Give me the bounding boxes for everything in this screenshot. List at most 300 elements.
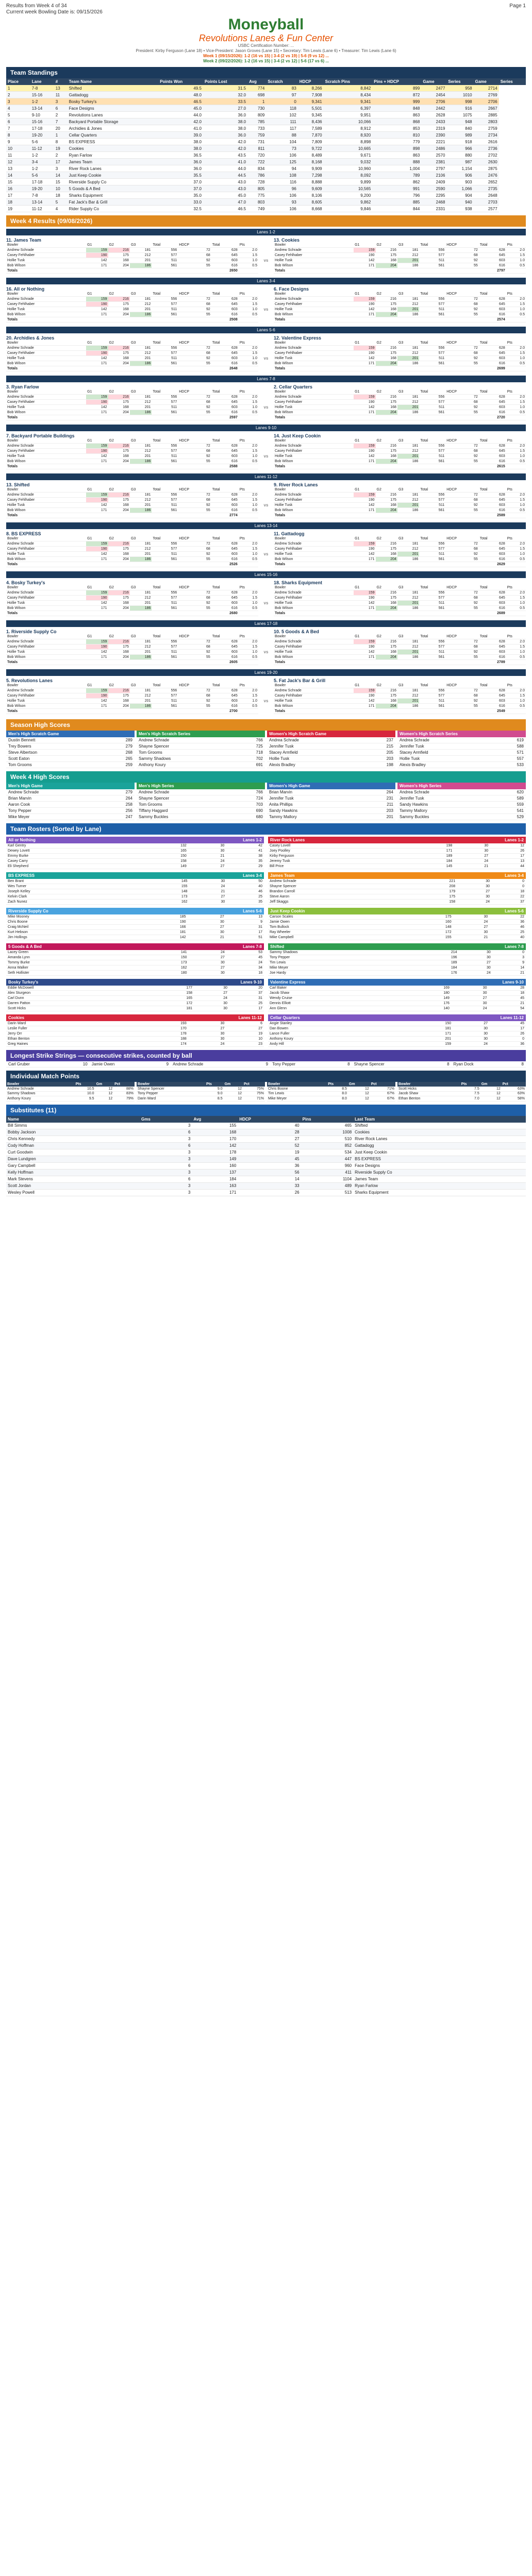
bowler-cell: 603 <box>479 356 506 361</box>
roster-cell: Ben Brant <box>6 879 141 884</box>
individual-table <box>397 1082 526 1101</box>
bowler-cell: 212 <box>397 400 419 405</box>
bowler-cell: 142 <box>354 601 375 606</box>
match-team-name: 7. Backyard Portable Buildings <box>6 433 75 438</box>
bowler-cell: 556 <box>152 639 178 645</box>
roster-cell: 175 <box>412 894 457 900</box>
vs-label: vs <box>263 601 269 605</box>
bowler-cell: 55 <box>178 410 211 415</box>
bowler-cell: 159 <box>354 639 375 645</box>
roster-cell: 181 <box>406 1026 453 1031</box>
standings-cell: 848 <box>372 105 421 112</box>
roster-row <box>268 1037 526 1042</box>
bowler-cell: Andrew Schrade <box>274 590 354 596</box>
standings-row <box>6 179 526 185</box>
bowler-cell: 168 <box>108 307 130 312</box>
subs-row <box>6 1169 526 1176</box>
bowler-row <box>274 312 526 317</box>
bowler-cell: 616 <box>211 361 239 366</box>
subs-section <box>6 1105 526 1196</box>
totals-blank <box>130 317 152 323</box>
page-title: Moneyball <box>228 16 304 33</box>
score-value: 198 <box>364 762 395 768</box>
score-name: Jennifer Tusk <box>397 795 494 802</box>
team-total: 2720 <box>479 415 506 420</box>
standings-cell: 36.0 <box>158 165 203 172</box>
match-col-header: Total <box>152 585 178 590</box>
bowler-cell: 1.0 <box>506 258 526 263</box>
subs-cell: Bill Simms <box>6 1123 140 1129</box>
roster-team-name: James Team <box>270 873 295 878</box>
bowler-cell: 628 <box>479 346 506 351</box>
bowler-cell: 201 <box>130 650 152 655</box>
totals-blank <box>354 611 375 616</box>
bowler-cell: 616 <box>479 508 506 513</box>
bowler-cell: 201 <box>397 454 419 459</box>
bowler-cell: 2.0 <box>506 444 526 449</box>
score-value: 265 <box>103 756 135 762</box>
individual-columns <box>6 1082 526 1101</box>
subs-cell: 3 <box>140 1123 192 1129</box>
bowler-row <box>274 645 526 650</box>
roster-cell: Mike Campbell <box>268 935 406 940</box>
bowler-cell: 171 <box>86 508 108 513</box>
subs-cell: Mark Stevens <box>6 1176 140 1182</box>
individual-col-header: Gm <box>480 1082 502 1087</box>
standings-cell: 9,345 <box>298 112 324 118</box>
bowler-cell: 175 <box>376 253 397 258</box>
score-name: Andrew Schrade <box>137 737 235 743</box>
bowler-cell: 168 <box>108 503 130 508</box>
bowler-cell: 603 <box>479 699 506 704</box>
roster-row <box>6 849 264 854</box>
totals-blank <box>152 709 178 714</box>
bowler-cell: 201 <box>397 307 419 312</box>
subs-col-header: HDCP <box>238 1116 301 1123</box>
lane-bar: Lanes 17-18 <box>6 620 526 627</box>
bowler-cell: Hollie Tusk <box>6 699 86 704</box>
bowler-cell: 1.5 <box>239 302 258 307</box>
bowler-row <box>274 693 526 699</box>
roster-cell: 25 <box>229 1001 264 1006</box>
standings-cell: 2331 <box>421 206 446 212</box>
bowler-cell: 181 <box>130 297 152 302</box>
match-team-table <box>6 389 258 420</box>
score-value: 702 <box>235 756 265 762</box>
team-total: 2700 <box>211 709 239 714</box>
match-col-header: G3 <box>130 243 152 248</box>
bowler-cell: 212 <box>397 449 419 454</box>
standings-cell: 93 <box>266 199 297 206</box>
roster-cell: 30 <box>189 960 226 965</box>
bowler-cell: 0.5 <box>506 508 526 513</box>
bowler-cell: 190 <box>86 596 108 601</box>
bowler-cell: 645 <box>479 498 506 503</box>
bowler-cell: 72 <box>178 493 211 498</box>
subs-cell: 52 <box>238 1142 301 1149</box>
roster-team-name: Riverside Supply Co <box>8 909 48 913</box>
bowler-cell: 92 <box>445 601 479 606</box>
bowler-cell: 159 <box>86 590 108 596</box>
roster-row <box>268 935 526 940</box>
bowler-cell: 159 <box>86 688 108 693</box>
roster-cell: 30 <box>188 920 226 925</box>
bowler-cell: 603 <box>479 307 506 312</box>
bowler-cell: 175 <box>376 449 397 454</box>
score-value: 205 <box>364 750 395 756</box>
bowler-row <box>6 395 258 400</box>
bowler-cell: 1.0 <box>239 454 258 459</box>
match-col-header: G1 <box>86 438 108 444</box>
match-col-header: Total <box>419 389 445 395</box>
subs-col-header: Gms <box>140 1116 192 1123</box>
bowler-cell: 190 <box>354 351 375 356</box>
bowler-cell: 212 <box>397 498 419 503</box>
bowler-cell: 511 <box>152 503 178 508</box>
roster-cell: 27 <box>188 914 226 920</box>
roster-cell: 28 <box>488 986 526 991</box>
standings-cell: Revolutions Lanes <box>68 112 159 118</box>
standings-col-header: Lane <box>30 78 54 85</box>
roster-cell: 21 <box>188 854 226 859</box>
bowler-cell: 603 <box>211 503 239 508</box>
subs-cell: 6 <box>140 1129 192 1136</box>
match-col-header: G3 <box>130 438 152 444</box>
match-col-header: Total <box>479 243 506 248</box>
roster-row <box>268 925 526 930</box>
individual-cell: 10.5 <box>75 1087 95 1091</box>
bowler-cell: 68 <box>178 693 211 699</box>
roster-cell: 141 <box>140 950 189 955</box>
bowler-cell: 68 <box>445 693 479 699</box>
roster-row <box>268 1001 526 1006</box>
totals-blank <box>239 611 258 616</box>
roster-row <box>6 1026 264 1031</box>
bowler-cell: 181 <box>397 688 419 693</box>
score-row <box>137 814 265 820</box>
bowler-cell: 55 <box>445 655 479 660</box>
individual-cell: 75% <box>243 1087 265 1091</box>
totals-blank <box>130 660 152 665</box>
roster-cell: Jamie Owen <box>268 920 406 925</box>
bowler-row <box>274 253 526 258</box>
totals-blank <box>108 268 130 274</box>
match-col-header: Total <box>479 634 506 639</box>
bowler-cell: 511 <box>419 650 445 655</box>
roster-lanes: Lanes 1-2 <box>243 838 262 842</box>
individual-cell: Andrew Schrade <box>6 1087 75 1091</box>
match-team <box>6 629 258 665</box>
bowler-cell: 190 <box>354 547 375 552</box>
individual-column <box>6 1082 135 1101</box>
bowler-cell: 2.0 <box>239 541 258 547</box>
bowler-cell: 645 <box>211 253 239 258</box>
standings-cell: 10 <box>6 145 30 152</box>
totals-blank <box>152 611 178 616</box>
bowler-cell: 190 <box>354 645 375 650</box>
standings-cell: 885 <box>372 199 421 206</box>
match-col-header: HDCP <box>178 243 211 248</box>
standings-cell: 9,846 <box>324 206 373 212</box>
bowler-cell: 190 <box>86 302 108 307</box>
bowler-cell: 616 <box>479 410 506 415</box>
standings-cell: 3 <box>6 98 30 105</box>
roster-cell: Andy Hill <box>268 1042 406 1047</box>
score-card-title: Men's High Scratch Game <box>6 731 135 737</box>
match-team <box>6 482 258 518</box>
score-name: Hollie Tusk <box>267 756 364 762</box>
score-value: 203 <box>364 756 395 762</box>
bowler-row <box>6 645 258 650</box>
individual-cell: Tim Lewis <box>267 1091 327 1096</box>
roster-row <box>6 960 264 965</box>
lane-bar: Lanes 11-12 <box>6 473 526 480</box>
bowler-cell: 645 <box>211 400 239 405</box>
match-header-row <box>6 292 258 297</box>
totals-blank <box>86 317 108 323</box>
bowler-cell: 511 <box>419 307 445 312</box>
bowler-cell: 72 <box>445 346 479 351</box>
score-name: Andrea Schrade <box>267 737 364 743</box>
bowler-cell: 190 <box>354 596 375 601</box>
results-line: Results from Week 4 of 34 <box>6 3 67 9</box>
standings-cell: 106 <box>266 152 297 159</box>
bowler-cell: 511 <box>152 454 178 459</box>
score-row <box>267 737 395 743</box>
individual-table <box>267 1082 395 1101</box>
standings-row <box>6 139 526 145</box>
score-value: 691 <box>235 762 265 768</box>
totals-blank <box>86 268 108 274</box>
roster-cell: 6 <box>226 1021 264 1026</box>
match-team-table <box>274 585 526 616</box>
standings-cell: 1-2 <box>30 165 54 172</box>
score-value: 258 <box>104 802 135 808</box>
standings-row <box>6 118 526 125</box>
roster-header <box>6 837 264 843</box>
bowler-cell: 212 <box>397 253 419 258</box>
totals-blank <box>506 464 526 469</box>
roster-cell: 19 <box>226 1031 264 1037</box>
match-row <box>6 431 526 471</box>
roster-row <box>268 960 526 965</box>
roster-row <box>6 843 264 849</box>
bowler-cell: 577 <box>419 596 445 601</box>
bowler-row <box>274 498 526 503</box>
standings-cell: 966 <box>446 145 473 152</box>
standings-cell: 2577 <box>474 206 499 212</box>
bowler-cell: Hollie Tusk <box>6 650 86 655</box>
roster-table <box>268 986 526 1011</box>
totals-label: Totals <box>274 464 354 469</box>
bowler-cell: 216 <box>108 688 130 693</box>
bowler-cell: Bob Wilson <box>274 410 354 415</box>
standings-cell: 1,004 <box>372 165 421 172</box>
strike-count: 9 <box>255 1061 270 1067</box>
roster-cell: 18 <box>491 889 526 894</box>
bowler-cell: 616 <box>479 557 506 562</box>
bowler-cell: 212 <box>130 400 152 405</box>
bowler-cell: 216 <box>376 395 397 400</box>
match-team-table <box>274 292 526 323</box>
bowler-cell: 216 <box>108 590 130 596</box>
match-col-header: HDCP <box>445 536 479 541</box>
roster-cell: 173 <box>140 960 189 965</box>
bowler-cell: 616 <box>211 263 239 268</box>
standings-cell: 863 <box>372 152 421 159</box>
roster-row <box>268 889 526 894</box>
roster-cell: 27 <box>188 1026 226 1031</box>
bowler-cell: 0.5 <box>239 410 258 415</box>
match-col-header: G1 <box>354 487 375 493</box>
bowler-cell: 92 <box>445 454 479 459</box>
bowler-cell: 0.5 <box>239 704 258 709</box>
standings-cell: Just Keep Cookie <box>68 172 159 179</box>
bowler-cell: 511 <box>419 405 445 410</box>
subs-cell: Cody Hoffman <box>6 1142 140 1149</box>
roster-cell: 27 <box>189 965 226 971</box>
totals-blank <box>376 317 397 323</box>
individual-cell: 88% <box>113 1087 135 1091</box>
standings-cell: 10,565 <box>324 185 373 192</box>
bowler-cell: 561 <box>419 508 445 513</box>
roster-cell: 26 <box>489 1031 526 1037</box>
roster-cell: 30 <box>188 930 226 935</box>
strike-table <box>6 1061 526 1067</box>
bowler-cell: 55 <box>445 410 479 415</box>
roster-cell: 24 <box>226 960 264 965</box>
bowler-cell: Casey Fehlhaber <box>6 498 86 503</box>
bowler-row <box>6 606 258 611</box>
totals-blank <box>419 611 445 616</box>
bowler-cell: 68 <box>178 351 211 356</box>
match-col-header: Total <box>479 389 506 395</box>
bowler-cell: 159 <box>354 541 375 547</box>
bowler-row <box>6 253 258 258</box>
roster-cell: Amanda Lynn <box>6 955 140 960</box>
lane-bar: Lanes 15-16 <box>6 571 526 578</box>
score-name: Tom Grooms <box>137 750 235 756</box>
match-col-header: G3 <box>130 341 152 346</box>
bowler-cell: 168 <box>376 650 397 655</box>
bowler-cell: Hollie Tusk <box>274 258 354 263</box>
standings-cell: 958 <box>446 85 473 92</box>
match-team-name: 13. Cookies <box>274 238 300 243</box>
standings-cell: 9,341 <box>324 98 373 105</box>
bowler-cell: 2.0 <box>239 590 258 596</box>
bowler-cell: 212 <box>130 498 152 503</box>
match-col-header: Bowler <box>274 292 354 297</box>
match-team <box>6 384 258 420</box>
bowler-cell: 1.0 <box>506 699 526 704</box>
bowler-cell: 628 <box>211 493 239 498</box>
individual-header-row <box>267 1082 395 1087</box>
bowler-cell: 92 <box>445 503 479 508</box>
roster-cell: 196 <box>415 955 459 960</box>
bowler-row <box>6 590 258 596</box>
roster-cell: 189 <box>408 854 454 859</box>
totals-blank <box>130 611 152 616</box>
match-team <box>274 384 526 420</box>
bowler-cell: 186 <box>130 704 152 709</box>
score-value: 279 <box>104 789 135 795</box>
match-team-name: 6. Face Designs <box>274 286 309 292</box>
score-name: Steve Albertson <box>6 750 103 756</box>
individual-cell: 9.5 <box>75 1096 95 1101</box>
roster-team-name: All or Nothing <box>8 838 36 842</box>
totals-blank <box>239 268 258 274</box>
standings-cell: 991 <box>372 185 421 192</box>
standings-cell: 8,434 <box>324 92 373 98</box>
bowler-cell: 204 <box>108 606 130 611</box>
standings-cell: 2319 <box>421 125 446 132</box>
totals-row <box>274 513 526 518</box>
roster-table <box>6 914 264 940</box>
subs-cell: Cookies <box>353 1129 526 1136</box>
subs-cell: River Rock Lanes <box>353 1136 526 1142</box>
roster-cell: 30 <box>453 1031 489 1037</box>
roster-cell: 22 <box>489 914 526 920</box>
bowler-cell: 216 <box>108 444 130 449</box>
match-team-name: 11. James Team <box>6 238 41 243</box>
standings-cell: 7,870 <box>298 132 324 139</box>
standings-cell: 43.0 <box>203 185 247 192</box>
match-col-header: G3 <box>397 389 419 395</box>
standings-cell: 811 <box>247 145 266 152</box>
bowler-cell: 616 <box>479 704 506 709</box>
roster-header <box>268 872 526 879</box>
score-card-table <box>397 789 526 820</box>
subs-row <box>6 1189 526 1196</box>
bowler-cell: 68 <box>445 253 479 258</box>
standings-cell: 5-6 <box>30 139 54 145</box>
bowler-cell: 142 <box>354 503 375 508</box>
individual-cell: 12 <box>224 1087 243 1091</box>
individual-row <box>397 1087 526 1091</box>
individual-section <box>6 1071 526 1101</box>
bowler-cell: 556 <box>419 297 445 302</box>
bowler-cell: 561 <box>152 606 178 611</box>
individual-cell: 12 <box>480 1091 502 1096</box>
roster-cell: 0 <box>492 950 526 955</box>
bowler-cell: 216 <box>376 346 397 351</box>
subs-row <box>6 1176 526 1182</box>
roster-team-name: Cookies <box>8 1015 25 1020</box>
roster-cell: 198 <box>408 843 454 849</box>
totals-blank <box>376 268 397 274</box>
match-col-header: G1 <box>354 536 375 541</box>
match-team <box>6 678 258 714</box>
bowler-cell: 628 <box>211 541 239 547</box>
standings-row <box>6 165 526 172</box>
standings-cell: 2486 <box>421 145 446 152</box>
bowler-cell: 577 <box>419 498 445 503</box>
standings-col-header: Points Won <box>158 78 203 85</box>
bowler-cell: Bob Wilson <box>6 263 86 268</box>
individual-row <box>267 1087 395 1091</box>
match-col-header: G3 <box>397 585 419 590</box>
bowler-row <box>274 454 526 459</box>
roster-row <box>6 930 264 935</box>
match-team-table <box>6 438 258 469</box>
roster-cell: 30 <box>188 849 226 854</box>
standings-cell: 5 <box>6 112 30 118</box>
roster-header <box>268 837 526 843</box>
totals-blank <box>152 415 178 420</box>
bowler-cell: 511 <box>152 601 178 606</box>
score-row <box>137 808 265 814</box>
roster-cell: Wes Turner <box>6 884 141 889</box>
